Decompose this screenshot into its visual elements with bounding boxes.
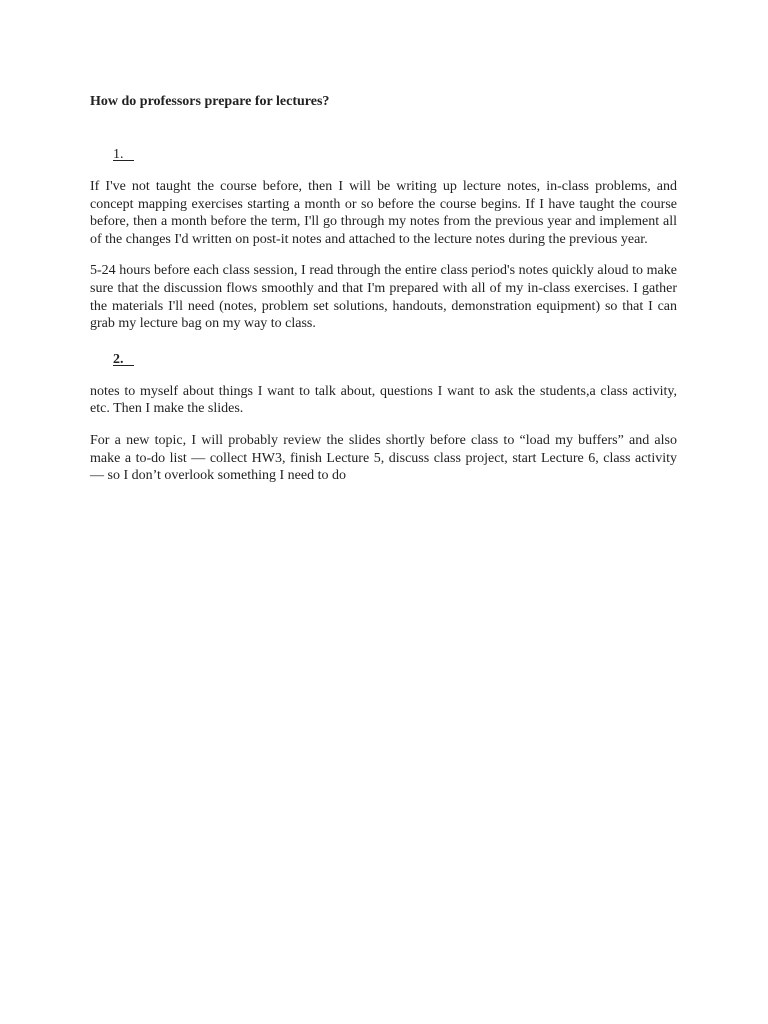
section-number-2 <box>113 351 677 369</box>
document-page <box>90 92 677 499</box>
section-1-paragraph-1: If I've not taught the course before, then I will be writing up lecture notes, in-class problems, and concept mapping exercises starting a month or so before the course begins. If I have taught the course before, then a month before the term, I'll go through my notes from the previous year and implement all of the changes I'd written on post-it notes and attached to the lecture notes during the previous year. <box>90 179 677 247</box>
document-title: How do professors prepare for lectures? <box>90 94 330 109</box>
section-2-paragraph-2: For a new topic, I will probably review the slides shortly before class to “load my buffers” and also make a to-do list — collect HW3, finish Lecture 5, discuss class project, start Lecture 6, class activity — so I don’t overlook something I need to do <box>90 432 677 484</box>
section-2-paragraph-1: notes to myself about things I want to talk about, questions I want to ask the students,a class activity, etc. Then I make the slides. <box>90 383 677 417</box>
section-1-paragraph-2: 5-24 hours before each class session, I read through the entire class period's notes quickly aloud to make sure that the discussion flows smoothly and that I'm prepared with all of my in-class exercises. I gather the materials I'll need (notes, problem set solutions, handouts, demonstration equipment) so that I can grab my lecture bag on my way to class. <box>90 263 677 332</box>
section-number-2-text: 2. <box>113 351 134 367</box>
section-number-1-text: 1. <box>113 147 134 162</box>
section-number-1 <box>113 146 677 164</box>
